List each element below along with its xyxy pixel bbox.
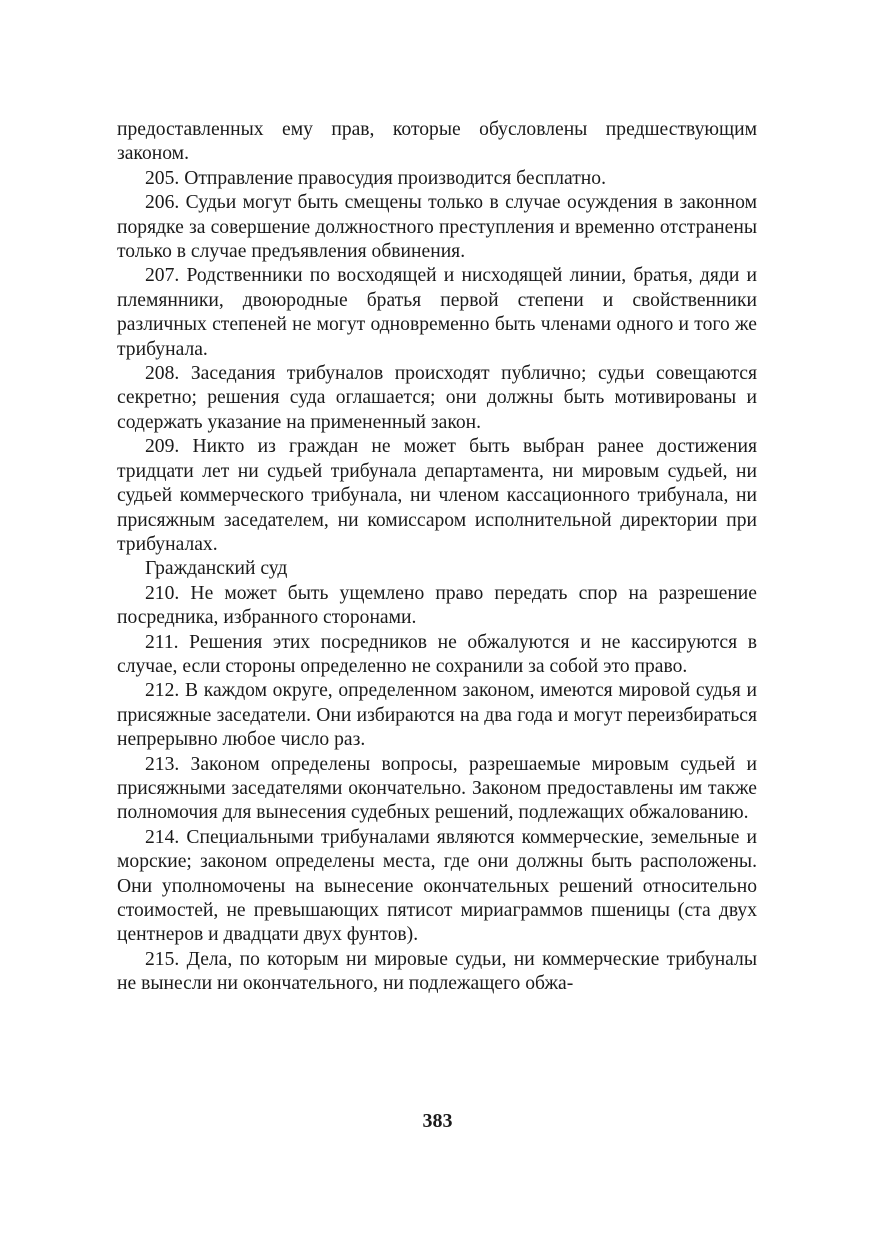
paragraph-205: 205. Отправление правосудия производится бесплатно. xyxy=(145,167,606,189)
paragraph-215: 215. Дела, по которым ни мировые судьи, ни коммерческие трибуналы не вынесли ни окончательного, ни подлежащего обжа- xyxy=(117,948,757,995)
paragraph-continuation: предоставленных ему прав, которые обусловлены предшествующим законом. xyxy=(117,119,757,165)
page-body xyxy=(117,118,757,997)
page-number: 383 xyxy=(422,1110,453,1132)
paragraph-212: 212. В каждом округе, определенном законом, имеются мировой судья и присяжные заседатели. Они избираются на два года и могут переизбираться непрерывно любое число раз. xyxy=(117,680,757,751)
paragraph-213: 213. Законом определены вопросы, разрешаемые мировым судьей и присяжными заседателями окончательно. Законом предоставлены им также полномочия для вынесения судебных решений, подлежащих обжалованию. xyxy=(117,753,757,824)
paragraph-209: 209. Никто из граждан не может быть выбран ранее достижения тридцати лет ни судьей трибунала департамента, ни мировым судьей, ни судьей коммерческого трибунала, ни членом кассационного трибунала, ни присяжным заседателем, ни комиссаром исполнительной директории при трибуналах. xyxy=(117,436,757,555)
paragraph-210: 210. Не может быть ущемлено право передать спор на разрешение посредника, избранного сторонами. xyxy=(117,582,757,629)
paragraph-208: 208. Заседания трибуналов происходят публично; судьи совещаются секретно; решения суда оглашается; они должны быть мотивированы и содержать указание на примененный закон. xyxy=(117,363,757,433)
paragraph-206: 206. Судьи могут быть смещены только в случае осуждения в законном порядке за совершение должностного преступления и временно отстранены только в случае предъявления обвинения. xyxy=(117,192,757,263)
section-heading-civil-court: Гражданский суд xyxy=(145,558,288,580)
paragraph-207: 207. Родственники по восходящей и нисходящей линии, братья, дяди и племянники, двоюродные братья первой степени и свойственники различных степеней не могут одновременно быть членами одного и того же трибунала. xyxy=(117,265,757,360)
paragraph-214: 214. Специальными трибуналами являются коммерческие, земельные и морские; законом определены места, где они должны быть расположены. Они уполномочены на вынесение окончательных решений относительно стоимостей, не превышающих пятисот мириаграммов пшеницы (ста двух центнеров и двадцати двух фунтов). xyxy=(117,826,757,946)
paragraph-211: 211. Решения этих посредников не обжалуются и не кассируются в случае, если стороны определенно не сохранили за собой это право. xyxy=(117,631,757,677)
